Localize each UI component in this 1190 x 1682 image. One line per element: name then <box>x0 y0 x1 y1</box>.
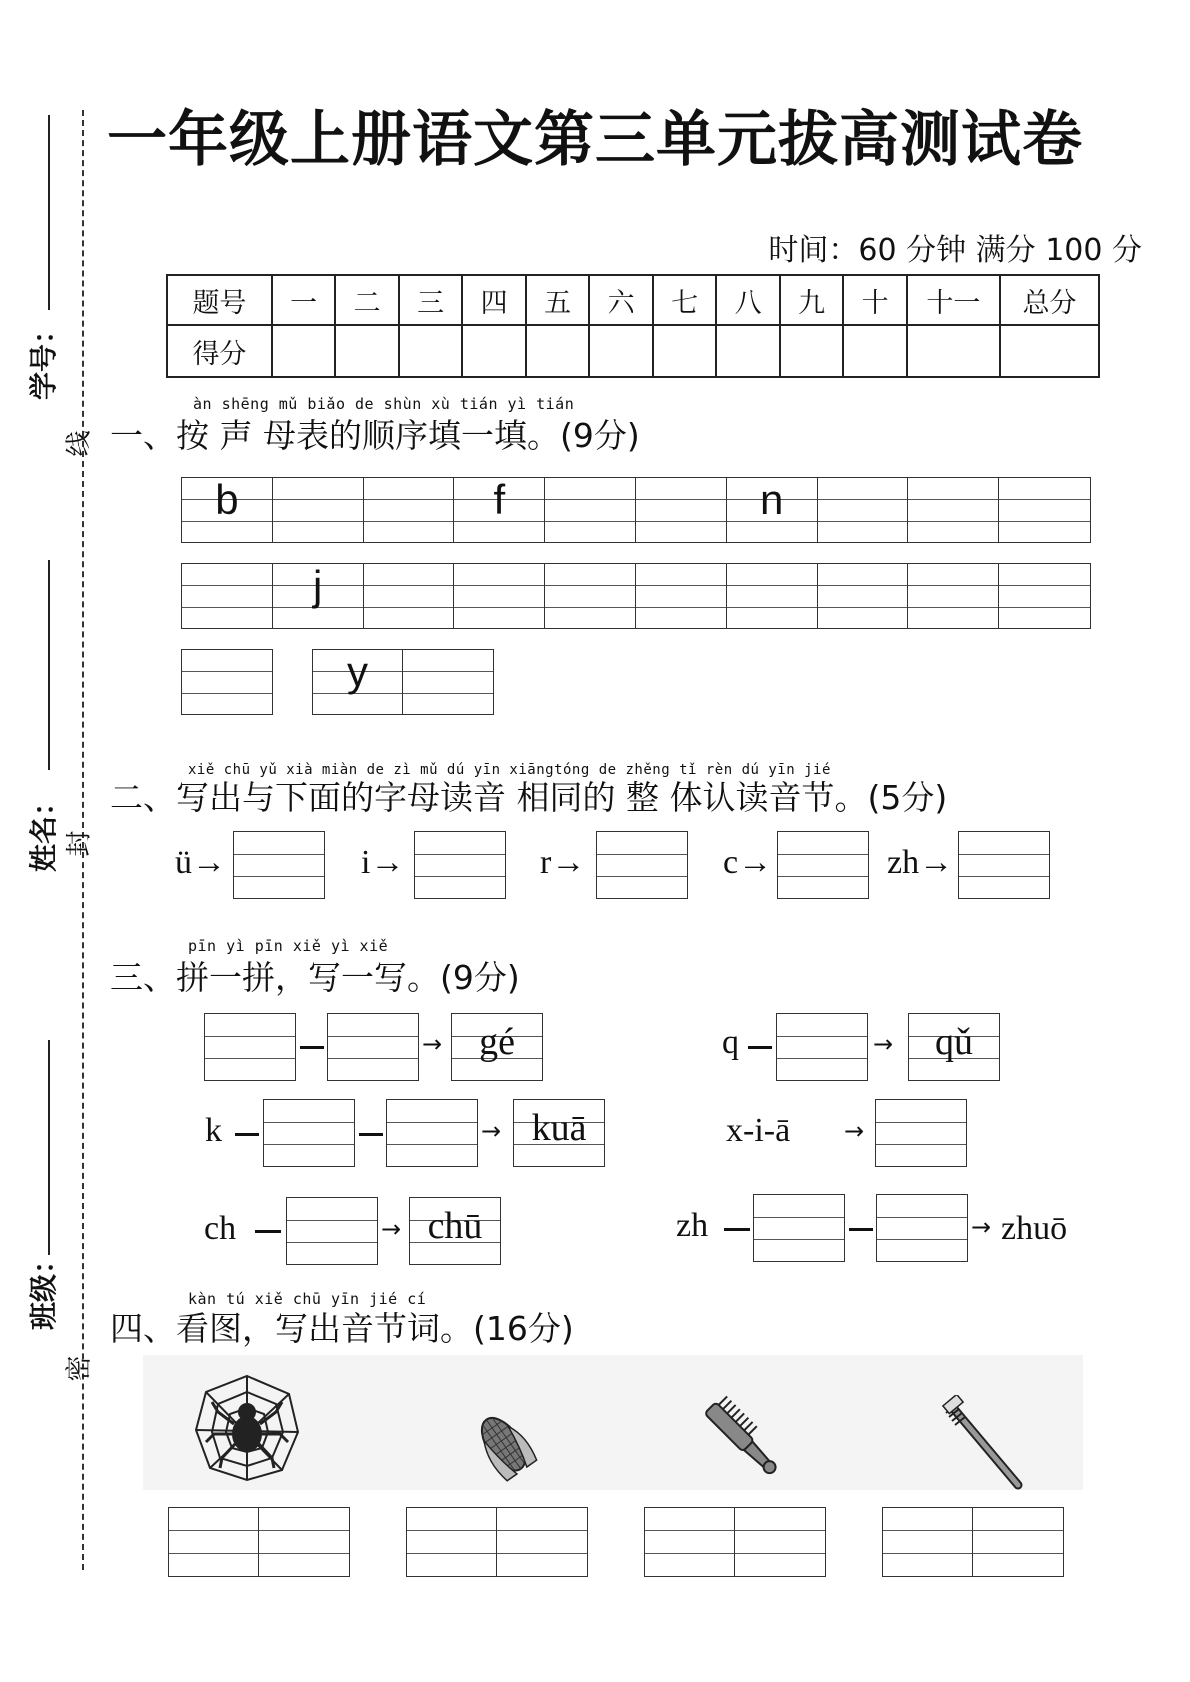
word-answer-box[interactable] <box>882 1507 1064 1577</box>
result-box <box>908 1013 1000 1081</box>
writing-cell[interactable] <box>883 1508 973 1576</box>
score-input-cell[interactable] <box>780 325 844 377</box>
score-header-cell: 十 <box>843 275 907 325</box>
spell-box[interactable] <box>286 1197 378 1265</box>
writing-cell[interactable] <box>182 650 272 714</box>
section1-title: 一、按 声 母表的顺序填一填。(9分) <box>110 416 640 455</box>
dash <box>849 1228 873 1231</box>
spell-box[interactable] <box>386 1099 478 1167</box>
writing-cell[interactable] <box>818 564 909 628</box>
score-header-cell: 六 <box>589 275 653 325</box>
section3-title: 三、拼一拼，写一写。(9分) <box>110 958 520 997</box>
score-header-cell: 九 <box>780 275 844 325</box>
result-box <box>451 1013 543 1081</box>
score-header-cell: 十一 <box>907 275 1000 325</box>
word-answer-box[interactable] <box>406 1507 588 1577</box>
section1-row3-grid-b <box>312 649 494 715</box>
dash <box>359 1133 383 1136</box>
score-header-cell: 题号 <box>167 275 272 325</box>
binding-char-feng: 封 <box>64 830 95 857</box>
class-blank[interactable] <box>48 1040 50 1255</box>
score-header-cell: 四 <box>462 275 526 325</box>
writing-cell[interactable] <box>973 1508 1063 1576</box>
dash <box>235 1133 259 1136</box>
word-answer-box[interactable] <box>644 1507 826 1577</box>
comb-icon <box>697 1393 787 1489</box>
score-header-cell: 八 <box>716 275 780 325</box>
writing-cell[interactable] <box>313 650 403 714</box>
result-syllable: kuā <box>531 1107 587 1149</box>
section4-title: 四、看图，写出音节词。(16分) <box>110 1309 574 1348</box>
score-header-cell: 七 <box>653 275 717 325</box>
writing-cell[interactable] <box>636 478 727 542</box>
writing-cell[interactable] <box>169 1508 259 1576</box>
writing-cell[interactable] <box>403 650 493 714</box>
section1-row1-grid <box>181 477 1091 543</box>
writing-cell[interactable] <box>727 478 818 542</box>
letter-zh-label: zh→ <box>887 844 954 881</box>
section1-pinyin: àn shēng mǔ biǎo de shùn xù tián yì tián <box>193 395 575 413</box>
writing-cell[interactable] <box>908 564 999 628</box>
score-input-cell[interactable] <box>907 325 1000 377</box>
writing-cell[interactable] <box>735 1508 825 1576</box>
score-input-cell[interactable] <box>843 325 907 377</box>
student-id-label: 学号： <box>27 315 60 400</box>
toothbrush-icon <box>940 1395 1026 1491</box>
letter-i-label: i→ <box>361 844 405 881</box>
dash <box>300 1046 324 1049</box>
result-syllable: gé <box>479 1021 515 1063</box>
writing-cell[interactable] <box>908 478 999 542</box>
score-input-cell[interactable] <box>653 325 717 377</box>
result-syllable: qǔ <box>935 1021 973 1063</box>
result-box <box>513 1099 605 1167</box>
arrow-icon: → <box>422 1030 443 1058</box>
result-box <box>409 1197 501 1265</box>
binding-char-mi: 密 <box>64 1355 95 1382</box>
class-label: 班级： <box>27 1245 60 1330</box>
score-input-cell[interactable] <box>462 325 526 377</box>
writing-cell[interactable] <box>273 478 364 542</box>
score-input-cell[interactable] <box>526 325 590 377</box>
spell-box[interactable] <box>263 1099 355 1167</box>
dash <box>724 1228 750 1231</box>
score-total-cell[interactable] <box>1000 325 1099 377</box>
writing-cell[interactable] <box>259 1508 349 1576</box>
initial-label: k <box>205 1112 222 1149</box>
writing-cell[interactable] <box>182 564 273 628</box>
dash <box>255 1230 281 1233</box>
arrow-icon: → <box>381 1215 402 1243</box>
answer-box-i[interactable] <box>414 831 506 899</box>
score-row-label: 得分 <box>167 325 272 377</box>
writing-cell[interactable] <box>545 564 636 628</box>
cell-letter: f <box>493 476 506 523</box>
cell-letter: n <box>760 476 784 523</box>
writing-cell[interactable] <box>182 478 273 542</box>
time-info: 时间：60 分钟 满分 100 分 <box>768 233 1142 268</box>
writing-cell[interactable] <box>454 564 545 628</box>
writing-cell[interactable] <box>364 478 455 542</box>
spell-box[interactable] <box>327 1013 419 1081</box>
initial-label: q <box>722 1024 739 1061</box>
writing-cell[interactable] <box>818 478 909 542</box>
score-header-cell: 二 <box>335 275 399 325</box>
binding-char-xian: 线 <box>64 430 95 457</box>
letter-u-label: ü→ <box>175 844 226 881</box>
spell-box[interactable] <box>776 1013 868 1081</box>
spider-web-icon <box>192 1372 302 1484</box>
score-input-cell[interactable] <box>399 325 463 377</box>
answer-box-r[interactable] <box>596 831 688 899</box>
spell-box[interactable] <box>875 1099 967 1167</box>
corn-icon <box>464 1412 540 1486</box>
spell-box[interactable] <box>753 1194 845 1262</box>
initial-label: ch <box>204 1210 237 1247</box>
score-header-cell: 总分 <box>1000 275 1099 325</box>
writing-cell[interactable] <box>273 564 364 628</box>
section3-pinyin: pīn yì pīn xiě yì xiě <box>188 937 389 955</box>
arrow-icon: → <box>481 1117 502 1145</box>
spelling-sequence: x-i-ā <box>726 1112 791 1149</box>
answer-box-zh[interactable] <box>958 831 1050 899</box>
cell-letter: b <box>215 476 239 523</box>
writing-cell[interactable] <box>545 478 636 542</box>
section1-row3-grid-a <box>181 649 273 715</box>
result-syllable: chū <box>427 1205 483 1247</box>
score-input-cell[interactable] <box>589 325 653 377</box>
dash <box>748 1046 772 1049</box>
writing-cell[interactable] <box>364 564 455 628</box>
score-header-cell: 一 <box>272 275 336 325</box>
section1-row2-grid <box>181 563 1091 629</box>
arrow-icon: → <box>844 1117 865 1145</box>
score-input-cell[interactable] <box>272 325 336 377</box>
answer-box-c[interactable] <box>777 831 869 899</box>
letter-c-label: c→ <box>723 844 773 881</box>
score-input-cell[interactable] <box>335 325 399 377</box>
initial-label: zh <box>676 1207 709 1244</box>
writing-cell[interactable] <box>407 1508 497 1576</box>
name-blank[interactable] <box>48 560 50 770</box>
cell-letter: j <box>313 562 323 609</box>
answer-box-u[interactable] <box>233 831 325 899</box>
writing-cell[interactable] <box>645 1508 735 1576</box>
score-input-cell[interactable] <box>716 325 780 377</box>
section2-pinyin: xiě chū yǔ xià miàn de zì mǔ dú yīn xiāngtóng de zhěng tǐ rèn dú yīn jié <box>188 762 831 778</box>
cell-letter: y <box>347 648 368 695</box>
writing-cell[interactable] <box>497 1508 587 1576</box>
score-header-cell: 三 <box>399 275 463 325</box>
spell-box[interactable] <box>876 1194 968 1262</box>
arrow-icon: → <box>873 1030 894 1058</box>
writing-cell[interactable] <box>727 564 818 628</box>
result-syllable: zhuō <box>1001 1210 1068 1247</box>
writing-cell[interactable] <box>999 478 1090 542</box>
page-title: 一年级上册语文第三单元拔高测试卷 <box>107 105 1083 175</box>
score-header-cell: 五 <box>526 275 590 325</box>
score-table <box>166 274 1100 378</box>
arrow-icon: → <box>971 1213 992 1241</box>
writing-cell[interactable] <box>636 564 727 628</box>
writing-cell[interactable] <box>454 478 545 542</box>
word-answer-box[interactable] <box>168 1507 350 1577</box>
section2-title: 二、写出与下面的字母读音 相同的 整 体认读音节。(5分) <box>110 778 948 817</box>
section4-pinyin: kàn tú xiě chū yīn jié cí <box>188 1290 427 1308</box>
name-label: 姓名： <box>27 787 60 872</box>
letter-r-label: r→ <box>540 844 586 881</box>
writing-cell[interactable] <box>999 564 1090 628</box>
spell-box[interactable] <box>204 1013 296 1081</box>
